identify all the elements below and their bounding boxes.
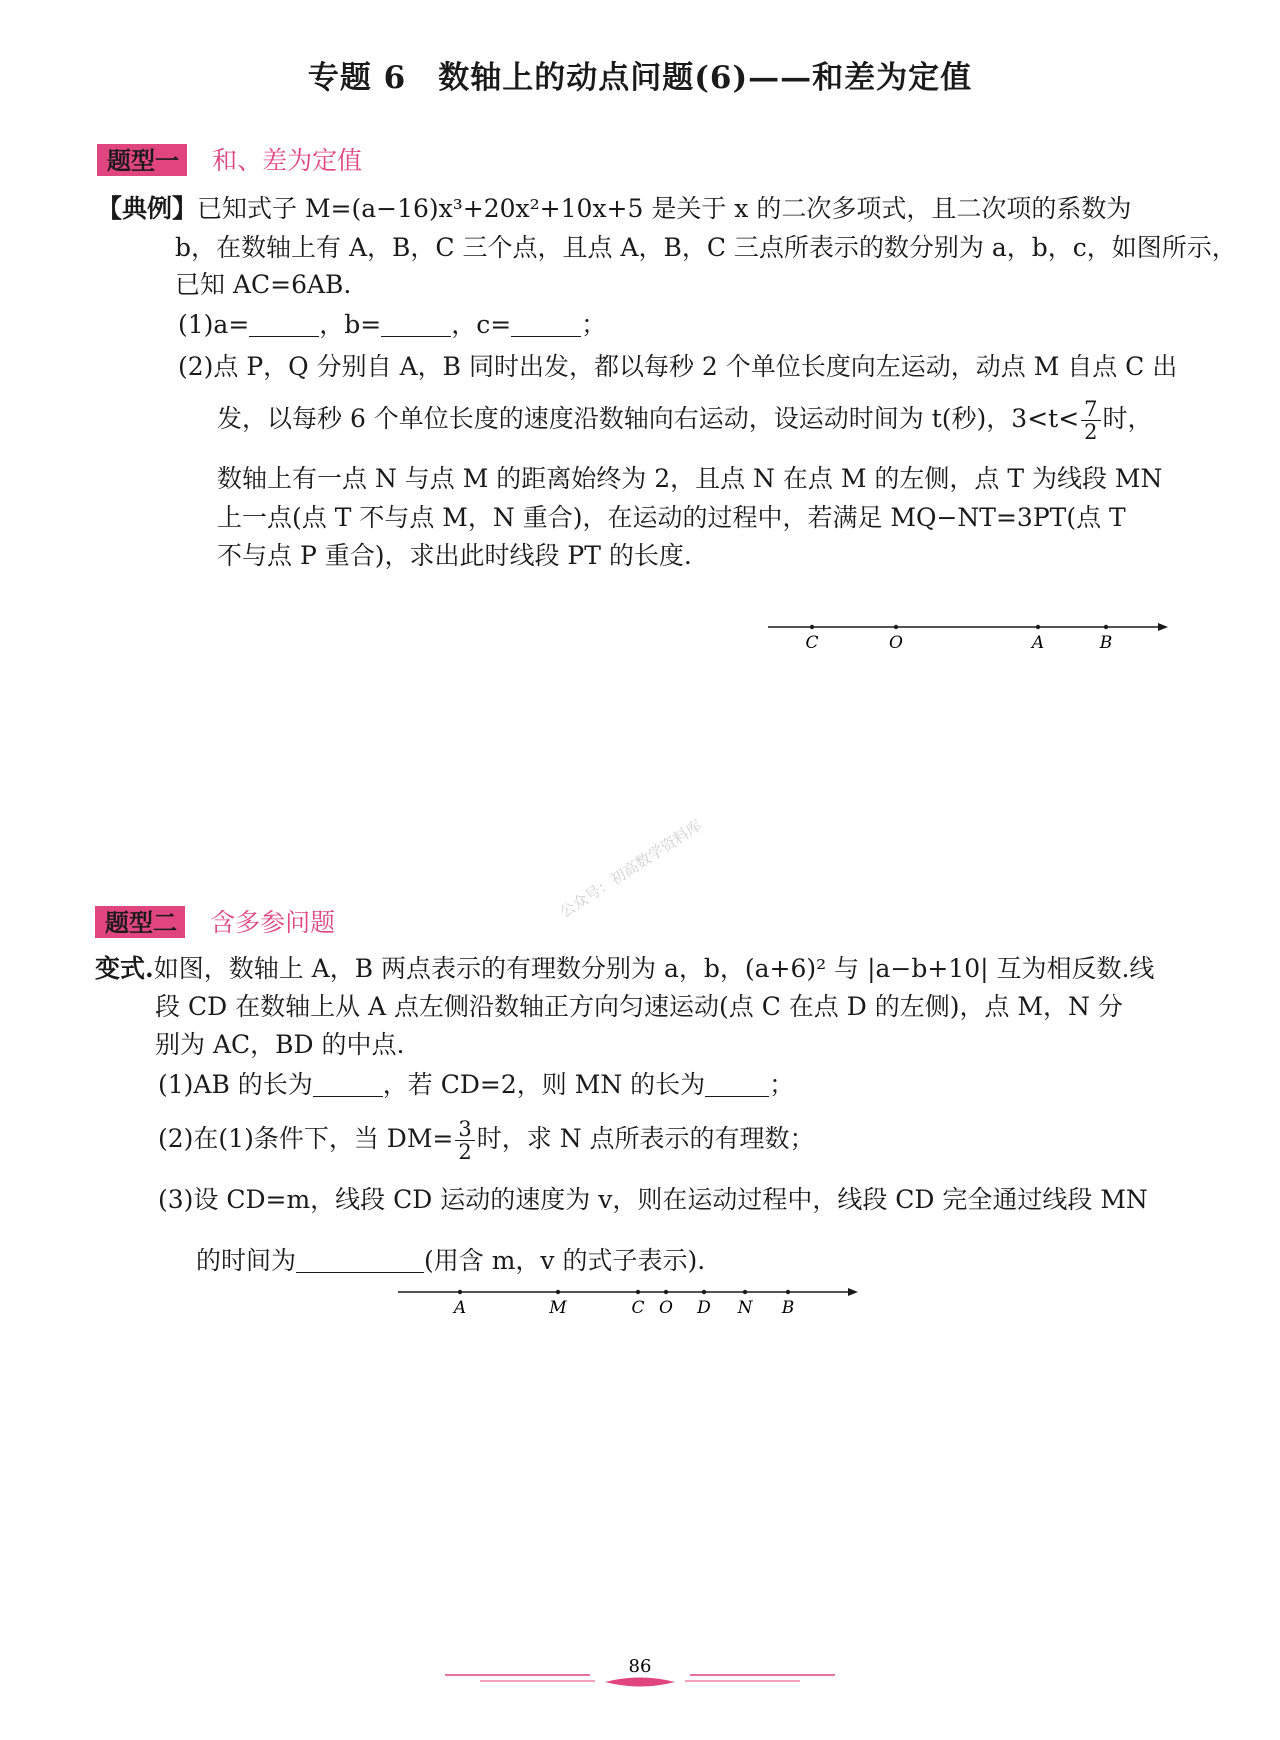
section2-header xyxy=(95,908,335,938)
point-n xyxy=(743,1290,747,1294)
point-c xyxy=(636,1290,640,1294)
label-b: B xyxy=(781,1298,795,1318)
question2-line-5: 不与点 P 重合)，求出此时线段 PT 的长度. xyxy=(217,541,692,570)
variant-line-2: 段 CD 在数轴上从 A 点左侧沿数轴正方向匀速运动(点 C 在点 D 的左侧)，点 M，N 分 xyxy=(155,992,1123,1021)
variant-text-1: 如图，数轴上 A，B 两点表示的有理数分别为 a，b，(a+6)² 与 |a−b+10| 互为相反数.线 xyxy=(153,954,1155,983)
answer-blank-time[interactable] xyxy=(296,1232,424,1273)
question2-line-4: 上一点(点 T 不与点 M，N 重合)，在运动的过程中，若满足 MQ−NT=3PT(点 T xyxy=(217,503,1126,532)
page-footer-ornament xyxy=(440,1655,840,1695)
q2-line2-end: 时， xyxy=(1102,404,1153,433)
answer-blank-ab[interactable] xyxy=(313,1070,383,1097)
point-b xyxy=(786,1290,790,1294)
watermark: 公众号：初高数学资料库 xyxy=(556,816,705,922)
variant-question2 xyxy=(158,1118,815,1163)
label-a: A xyxy=(1031,633,1045,653)
frac-num: 3 xyxy=(455,1118,474,1141)
vq2-end: 时，求 N 点所表示的有理数； xyxy=(476,1124,815,1153)
section1-title: 和、差为定值 xyxy=(212,146,363,175)
question1 xyxy=(178,308,606,342)
point-a xyxy=(458,1290,462,1294)
number-line-2 xyxy=(390,1280,870,1320)
example-tag: 【典例】 xyxy=(97,194,198,223)
vq1-ab-label: (1)AB 的长为 xyxy=(158,1070,313,1099)
example-line-2: b，在数轴上有 A，B，C 三个点，且点 A，B，C 三点所表示的数分别为 a，b，c，如图所示， xyxy=(175,233,1237,262)
q1-b-label: ，b= xyxy=(319,310,382,339)
section1-badge: 题型一 xyxy=(97,144,187,176)
answer-blank-a[interactable] xyxy=(249,310,319,337)
fraction-7-2 xyxy=(1081,398,1100,443)
page-number: 86 xyxy=(628,1656,652,1677)
point-a xyxy=(1036,625,1040,629)
book-icon xyxy=(605,1678,675,1687)
variant-line-1 xyxy=(95,952,1154,986)
variant-question1 xyxy=(158,1068,794,1102)
fraction-3-2 xyxy=(455,1118,474,1163)
point-b xyxy=(1104,625,1108,629)
label-c: C xyxy=(631,1298,645,1318)
label-o: O xyxy=(889,633,903,653)
answer-blank-b[interactable] xyxy=(381,310,451,337)
answer-blank-c[interactable] xyxy=(511,310,581,337)
section2-badge: 题型二 xyxy=(95,906,185,938)
q1-c-label: ，c= xyxy=(451,310,512,339)
number-line-1 xyxy=(760,615,1170,655)
variant-line-3: 别为 AC，BD 的中点. xyxy=(155,1030,405,1059)
section2-title: 含多参问题 xyxy=(210,908,336,937)
point-o xyxy=(664,1290,668,1294)
label-b: B xyxy=(1099,633,1113,653)
label-c: C xyxy=(805,633,819,653)
q2-line2-text: 发，以每秒 6 个单位长度的速度沿数轴向右运动，设运动时间为 t(秒)，3<t< xyxy=(217,404,1080,433)
variant-question3-line-2 xyxy=(196,1232,705,1278)
label-a: A xyxy=(453,1298,467,1318)
point-o xyxy=(894,625,898,629)
axis-arrow xyxy=(1158,623,1168,631)
answer-blank-mn[interactable] xyxy=(705,1070,769,1097)
question2-line-1: (2)点 P，Q 分别自 A，B 同时出发，都以每秒 2 个单位长度向左运动，动点 M 自点 C 出 xyxy=(178,352,1178,381)
vq1-mn-label: ，若 CD=2，则 MN 的长为 xyxy=(382,1070,706,1099)
label-m: M xyxy=(549,1298,567,1318)
example-line-3: 已知 AC=6AB. xyxy=(175,270,352,299)
vq3-end: (用含 m，v 的式子表示). xyxy=(424,1246,706,1275)
variant-question3-line-1: (3)设 CD=m，线段 CD 运动的速度为 v，则在运动过程中，线段 CD 完全通过线段 MN xyxy=(158,1185,1148,1214)
vq3-time-label: 的时间为 xyxy=(196,1246,297,1275)
q1-end: ； xyxy=(581,310,607,339)
label-d: D xyxy=(697,1298,711,1318)
vq1-end: ； xyxy=(769,1070,795,1099)
frac-den: 2 xyxy=(458,1140,472,1164)
frac-num: 7 xyxy=(1081,398,1100,421)
vq2-text: (2)在(1)条件下，当 DM= xyxy=(158,1124,454,1153)
section1-header xyxy=(97,146,362,176)
variant-tag: 变式. xyxy=(95,954,154,983)
point-d xyxy=(702,1290,706,1294)
question2-line-3: 数轴上有一点 N 与点 M 的距离始终为 2，且点 N 在点 M 的左侧，点 T 为线段 MN xyxy=(217,464,1163,493)
point-c xyxy=(810,625,814,629)
question2-line-2 xyxy=(217,398,1153,443)
label-o: O xyxy=(659,1298,673,1318)
frac-den: 2 xyxy=(1084,420,1098,444)
q1-a-label: (1)a= xyxy=(178,310,250,339)
example-text-1: 已知式子 M=(a−16)x³+20x²+10x+5 是关于 x 的二次多项式，且二次项的系数为 xyxy=(197,194,1132,223)
label-n: N xyxy=(737,1298,753,1318)
point-m xyxy=(556,1290,560,1294)
example-line-1 xyxy=(97,192,1131,226)
page-title: 专题 6 数轴上的动点问题(6)——和差为定值 xyxy=(307,60,973,96)
axis-arrow xyxy=(848,1288,858,1296)
